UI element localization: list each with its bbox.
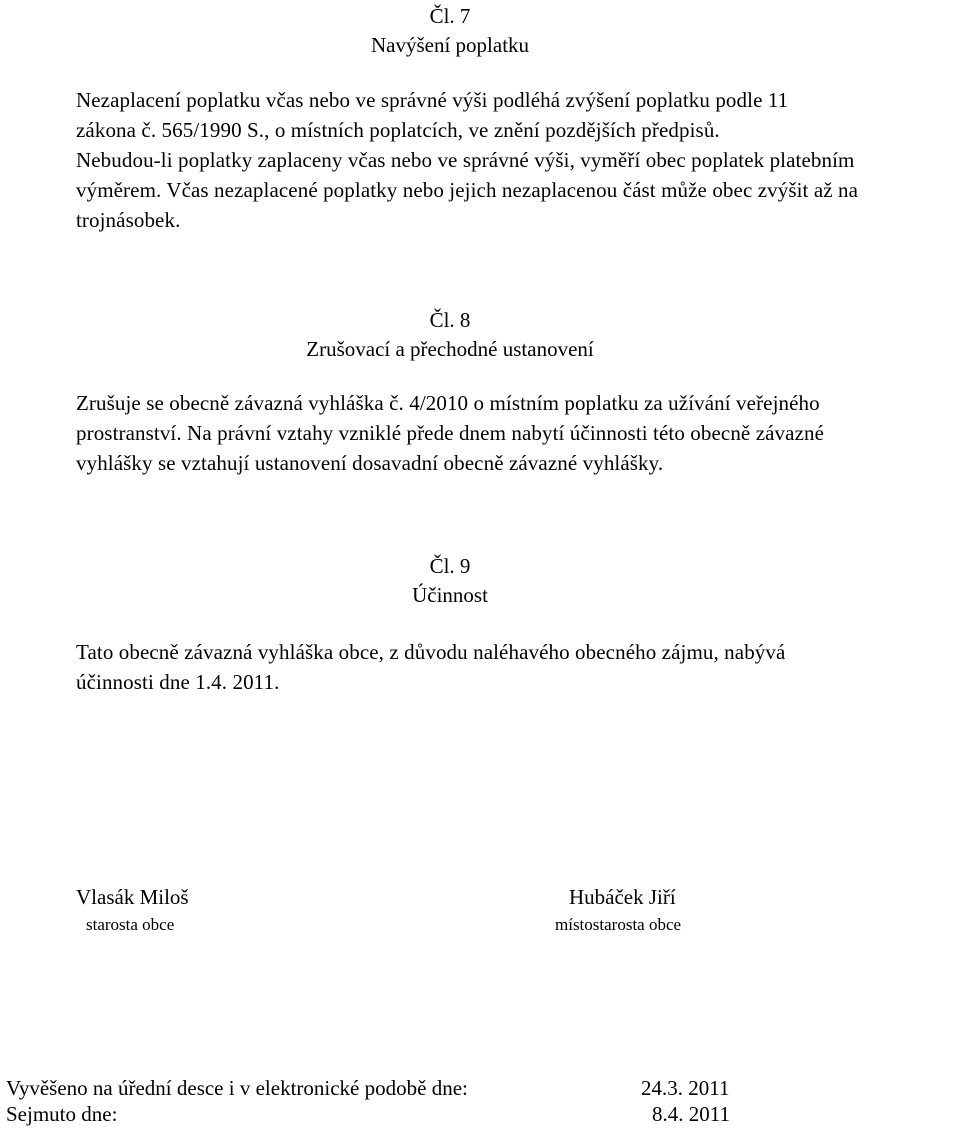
article-7-line: Nebudou-li poplatky zaplaceny včas nebo ve správné výši, vyměří obec poplatek platebním	[76, 148, 855, 172]
article-9-body	[76, 637, 960, 697]
article-8-line: prostranství. Na právní vztahy vzniklé přede dnem nabytí účinnosti této obecně závazné	[76, 421, 825, 445]
article-9-number: Čl. 9	[429, 554, 471, 578]
article-7-number: Čl. 7	[429, 4, 471, 28]
removed-date: 8.4. 2011	[652, 1102, 730, 1126]
signatory-2-role: místostarosta obce	[555, 915, 682, 934]
article-9-line: účinnosti dne 1.4. 2011.	[76, 670, 280, 694]
article-7-body	[76, 85, 960, 235]
article-8-body	[76, 388, 960, 478]
article-9-line: Tato obecně závazná vyhláška obce, z důvodu naléhavého obecného zájmu, nabývá	[76, 640, 786, 664]
article-7-title: Navýšení poplatku	[370, 33, 530, 57]
article-8-number: Čl. 8	[429, 308, 471, 332]
signatory-1-role: starosta obce	[86, 915, 175, 934]
posted-label: Vyvěšeno na úřední desce i v elektronické podobě dne:	[6, 1076, 468, 1100]
article-8-line: Zrušuje se obecně závazná vyhláška č. 4/2010 o místním poplatku za užívání veřejného	[76, 391, 820, 415]
posted-date: 24.3. 2011	[641, 1076, 730, 1100]
removed-label: Sejmuto dne:	[6, 1102, 118, 1126]
signatory-1-name: Vlasák Miloš	[76, 885, 189, 909]
article-7-line: Nezaplacení poplatku včas nebo ve správné výši podléhá zvýšení poplatku podle 11	[76, 88, 789, 112]
article-9-title: Účinnost	[412, 583, 488, 607]
signatory-2-name: Hubáček Jiří	[569, 885, 676, 909]
article-8-line: vyhlášky se vztahují ustanovení dosavadní obecně závazné vyhlášky.	[76, 451, 664, 475]
article-7-line: výměrem. Včas nezaplacené poplatky nebo jejich nezaplacenou část může obec zvýšit až na	[76, 178, 859, 202]
article-7-line: zákona č. 565/1990 S., o místních poplatcích, ve znění pozdějších předpisů.	[76, 118, 720, 142]
article-8-title: Zrušovací a přechodné ustanovení	[306, 337, 594, 361]
article-7-line: trojnásobek.	[76, 208, 181, 232]
